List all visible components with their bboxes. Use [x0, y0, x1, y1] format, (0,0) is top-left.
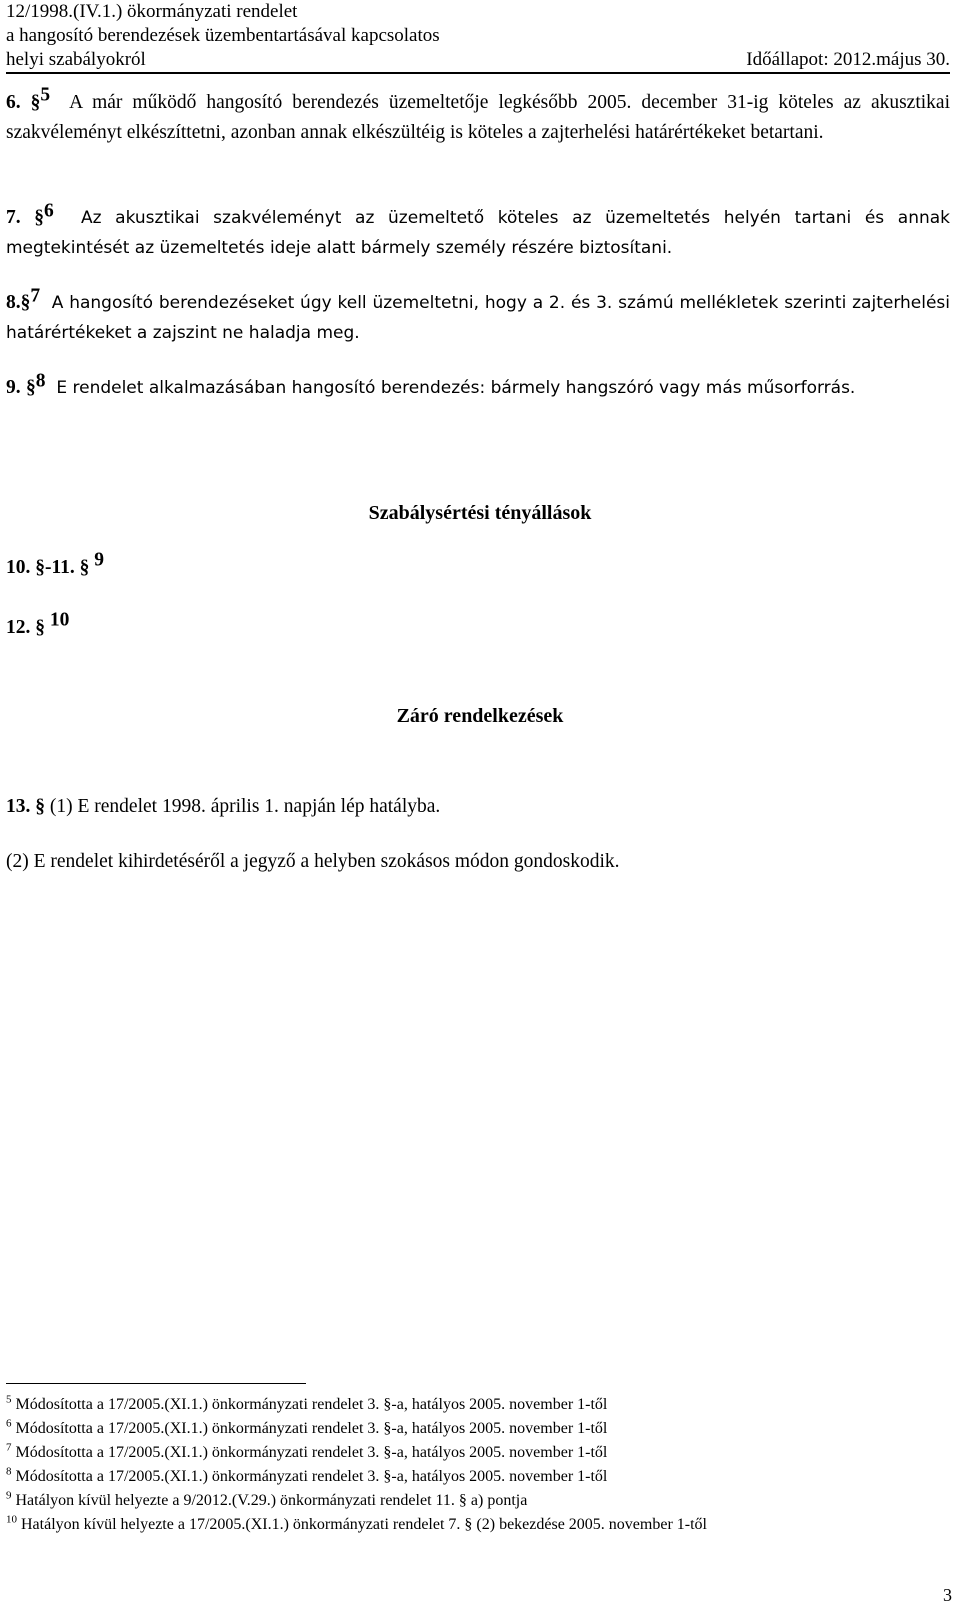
section-number: 9. — [6, 377, 21, 398]
footnote-text: Módosította a 17/2005.(XI.1.) önkormányzati rendelet 3. §-a, hatályos 2005. november 1-től — [15, 1420, 608, 1437]
footnote-number: 10 — [6, 1513, 17, 1526]
section-13-para-2 — [6, 847, 950, 877]
footnote-ref: 9 — [94, 549, 105, 571]
header-divider — [6, 72, 950, 74]
section-symbol: § — [26, 377, 36, 398]
footnote-ref: 8 — [35, 370, 46, 392]
header-decree-title-cont: helyi szabályokról — [6, 49, 146, 70]
section-range-end: -11. — [45, 557, 75, 578]
section-symbol: § — [30, 92, 41, 113]
footnote-text: Módosította a 17/2005.(XI.1.) önkormányzati rendelet 3. §-a, hatályos 2005. november 1-től — [15, 1396, 608, 1413]
footnote-text: Módosította a 17/2005.(XI.1.) önkormányzati rendelet 3. §-a, hatályos 2005. november 1-től — [15, 1444, 608, 1461]
section-text: Az akusztikai szakvéleményt az üzemeltető köteles az üzemeltetés helyén tartani és annak megtekintését az üzemeltetés ideje alatt bármely személy részére biztosítani. — [6, 208, 951, 258]
footnote — [6, 1465, 950, 1489]
footnote-ref: 6 — [44, 200, 54, 222]
section-text-1: (1) E rendelet 1998. április 1. napján lép hatályba. — [49, 796, 441, 817]
section-number: 7. — [6, 207, 21, 228]
page-header — [6, 0, 950, 72]
footnote-ref: 7 — [30, 285, 41, 307]
footnote-text: Hatályon kívül helyezte a 17/2005.(XI.1.) önkormányzati rendelet 7. § (2) bekezdése 2005. november 1-től — [21, 1516, 707, 1533]
section-text: E rendelet alkalmazásában hangosító berendezés: bármely hangszóró vagy más műsorforrás. — [56, 378, 856, 398]
header-status-date: Időállapot: 2012.május 30. — [746, 49, 950, 70]
section-symbol: § — [35, 557, 45, 578]
footnote — [6, 1489, 950, 1513]
section-text: A hangosító berendezéseket úgy kell üzemeltetni, hogy a 2. és 3. számú mellékletek szerinti zajterhelési határértékeket a zajszint ne haladja meg. — [6, 293, 951, 343]
footnote-number: 8 — [6, 1465, 12, 1478]
footnote-ref: 5 — [40, 84, 51, 106]
section-text-2: (2) E rendelet kihirdetéséről a jegyző a helyben szokásos módon gondoskodik. — [6, 851, 620, 872]
footnote-text: Módosította a 17/2005.(XI.1.) önkormányzati rendelet 3. §-a, hatályos 2005. november 1-től — [15, 1468, 608, 1485]
header-decree-title: a hangosító berendezések üzembentartásával kapcsolatos — [6, 25, 440, 46]
footnote — [6, 1441, 950, 1465]
footnotes — [6, 1393, 950, 1537]
section-symbol: § — [35, 617, 45, 638]
section-number: 8. — [6, 292, 21, 313]
section-number: 6. — [6, 92, 21, 113]
section-symbol: § — [34, 207, 44, 228]
section-10-11 — [6, 549, 950, 583]
footnote-ref: 10 — [49, 609, 70, 631]
footnote — [6, 1393, 950, 1417]
section-13 — [6, 792, 950, 822]
section-text: A már működő hangosító berendezés üzemeltetője legkésőbb 2005. december 31-ig köteles az akusztikai szakvéleményt elkészíttetni, azonban annak elkészültéig is köteles a zajterhelési határértékeket betartani. — [6, 92, 950, 143]
heading-violations: Szabálysértési tényállások — [368, 502, 592, 524]
section-symbol: § — [20, 292, 31, 313]
page-number: 3 — [943, 1585, 952, 1605]
footnote — [6, 1417, 950, 1441]
section-6 — [6, 84, 950, 148]
footnote-number: 6 — [6, 1417, 12, 1430]
footnote-number: 5 — [6, 1393, 12, 1406]
footnote-text: Hatályon kívül helyezte a 9/2012.(V.29.) önkormányzati rendelet 11. § a) pontja — [15, 1492, 528, 1509]
section-8 — [6, 285, 951, 348]
section-number: 12. — [6, 617, 31, 638]
footnote-number: 9 — [6, 1489, 12, 1502]
section-symbol: § — [35, 796, 45, 817]
heading-closing: Záró rendelkezések — [396, 705, 564, 727]
section-number: 10. — [6, 557, 31, 578]
footnote-number: 7 — [6, 1441, 12, 1454]
section-9 — [6, 370, 950, 403]
header-decree-number: 12/1998.(IV.1.) ökormányzati rendelet — [6, 1, 298, 22]
section-number: 13. — [6, 796, 31, 817]
footnote-divider — [6, 1383, 306, 1384]
footnote — [6, 1513, 950, 1537]
section-7 — [6, 200, 951, 263]
section-12 — [6, 609, 950, 643]
section-symbol: § — [79, 557, 90, 578]
